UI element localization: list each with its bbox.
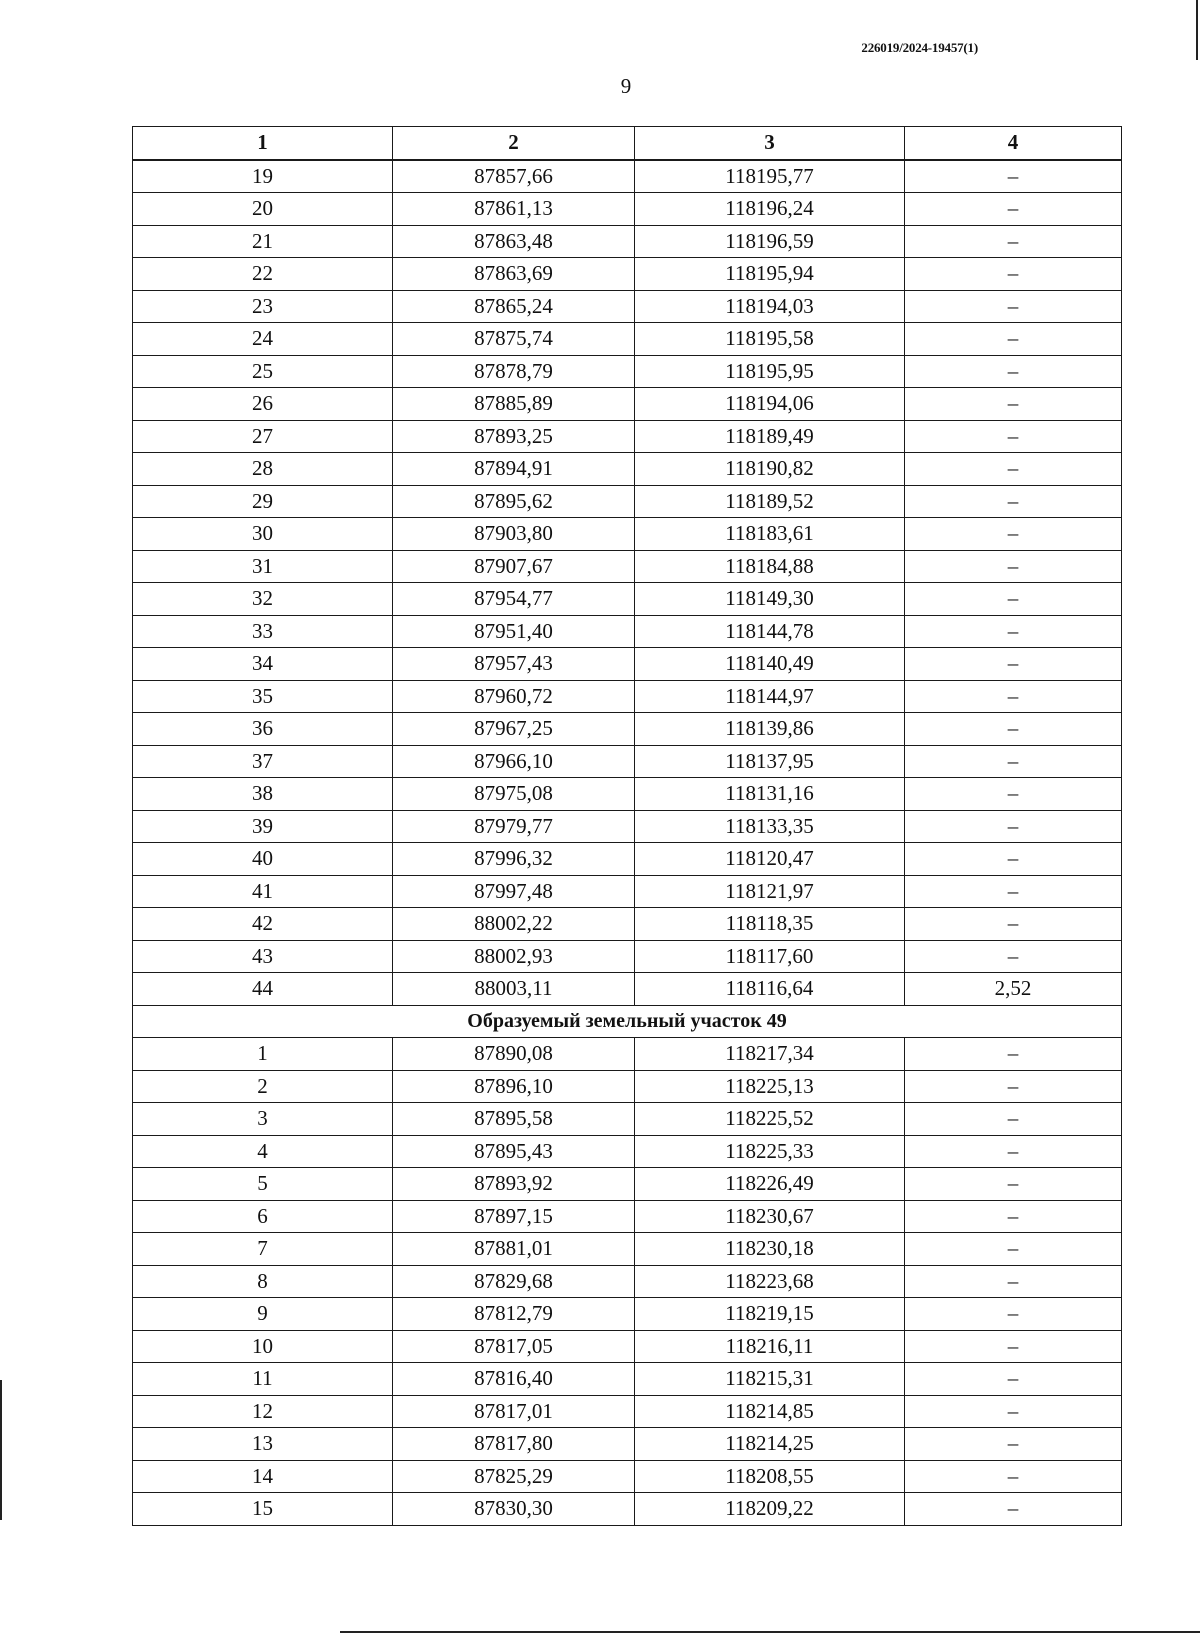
table-cell: 87817,80	[393, 1428, 635, 1461]
table-cell: 88002,22	[393, 908, 635, 941]
table-row	[133, 648, 1122, 681]
table-row	[133, 193, 1122, 226]
table-cell: 118225,13	[635, 1070, 905, 1103]
table-cell: 118230,18	[635, 1233, 905, 1266]
table-cell: 87996,32	[393, 843, 635, 876]
section-title: Образуемый земельный участок 49	[133, 1005, 1122, 1038]
table-cell: 118144,78	[635, 615, 905, 648]
table-row	[133, 1298, 1122, 1331]
table-cell: 19	[133, 160, 393, 193]
table-cell: 21	[133, 225, 393, 258]
table-cell: 4	[133, 1135, 393, 1168]
table-cell: 26	[133, 388, 393, 421]
table-cell: 118194,03	[635, 290, 905, 323]
table-row	[133, 1233, 1122, 1266]
table-cell: 87825,29	[393, 1460, 635, 1493]
table-cell: 12	[133, 1395, 393, 1428]
table-cell: 87966,10	[393, 745, 635, 778]
table-row	[133, 1103, 1122, 1136]
table-cell: 34	[133, 648, 393, 681]
table-cell: –	[905, 1330, 1122, 1363]
table-cell: –	[905, 1395, 1122, 1428]
table-cell: –	[905, 810, 1122, 843]
column-header: 1	[133, 127, 393, 160]
scan-edge-mark	[1196, 0, 1198, 60]
table-cell: –	[905, 225, 1122, 258]
table-cell: 118214,25	[635, 1428, 905, 1461]
table-cell: –	[905, 323, 1122, 356]
table-cell: 31	[133, 550, 393, 583]
table-cell: 118190,82	[635, 453, 905, 486]
table-cell: 42	[133, 908, 393, 941]
table-cell: 44	[133, 973, 393, 1006]
table-cell: –	[905, 1168, 1122, 1201]
table-cell: 118208,55	[635, 1460, 905, 1493]
table-cell: 87997,48	[393, 875, 635, 908]
table-row	[133, 680, 1122, 713]
table-row	[133, 713, 1122, 746]
scan-edge-mark	[340, 1631, 1200, 1633]
table-cell: –	[905, 778, 1122, 811]
header-row	[133, 127, 1122, 160]
table-cell: 40	[133, 843, 393, 876]
table-cell: 41	[133, 875, 393, 908]
table-cell: –	[905, 485, 1122, 518]
table-row	[133, 355, 1122, 388]
table-row	[133, 420, 1122, 453]
table-cell: 87975,08	[393, 778, 635, 811]
table-row	[133, 160, 1122, 193]
table-cell: 118219,15	[635, 1298, 905, 1331]
table-cell: 87967,25	[393, 713, 635, 746]
table-cell: 118225,52	[635, 1103, 905, 1136]
table-cell: 118117,60	[635, 940, 905, 973]
table-cell: –	[905, 875, 1122, 908]
table-row	[133, 810, 1122, 843]
table-cell: 118149,30	[635, 583, 905, 616]
doc-id: 226019/2024-19457(1)	[861, 40, 978, 55]
table-cell: 24	[133, 323, 393, 356]
table-cell: 87954,77	[393, 583, 635, 616]
table-row	[133, 940, 1122, 973]
table-cell: 118184,88	[635, 550, 905, 583]
table-cell: 118144,97	[635, 680, 905, 713]
table-cell: 87863,48	[393, 225, 635, 258]
table-cell: 118196,24	[635, 193, 905, 226]
table-cell: 118137,95	[635, 745, 905, 778]
table-cell: 28	[133, 453, 393, 486]
table-cell: –	[905, 193, 1122, 226]
table-cell: 118121,97	[635, 875, 905, 908]
table-row	[133, 258, 1122, 291]
table-cell: –	[905, 518, 1122, 551]
table-cell: 87893,25	[393, 420, 635, 453]
table-cell: 118140,49	[635, 648, 905, 681]
table-cell: 9	[133, 1298, 393, 1331]
table-row	[133, 583, 1122, 616]
table-cell: 87830,30	[393, 1493, 635, 1526]
table-row	[133, 778, 1122, 811]
table-cell: –	[905, 713, 1122, 746]
table-cell: –	[905, 908, 1122, 941]
table-cell: 87897,15	[393, 1200, 635, 1233]
table-cell: 1	[133, 1038, 393, 1071]
table-row	[133, 1395, 1122, 1428]
table-cell: 87817,05	[393, 1330, 635, 1363]
table-cell: –	[905, 550, 1122, 583]
table-cell: 87865,24	[393, 290, 635, 323]
table-cell: 118216,11	[635, 1330, 905, 1363]
table-cell: 3	[133, 1103, 393, 1136]
table-cell: 118195,95	[635, 355, 905, 388]
table-cell: 87893,92	[393, 1168, 635, 1201]
table-cell: 37	[133, 745, 393, 778]
table-cell: 7	[133, 1233, 393, 1266]
table-cell: –	[905, 1428, 1122, 1461]
table-cell: 87863,69	[393, 258, 635, 291]
section-row	[133, 1005, 1122, 1038]
table-cell: 118189,49	[635, 420, 905, 453]
table-cell: –	[905, 1265, 1122, 1298]
table-cell: 87829,68	[393, 1265, 635, 1298]
table-cell: –	[905, 1103, 1122, 1136]
table-cell: 87812,79	[393, 1298, 635, 1331]
table-cell: 87878,79	[393, 355, 635, 388]
table-row	[133, 388, 1122, 421]
table-cell: 87890,08	[393, 1038, 635, 1071]
table-cell: 118189,52	[635, 485, 905, 518]
table-cell: –	[905, 615, 1122, 648]
table-cell: 87817,01	[393, 1395, 635, 1428]
table-cell: 23	[133, 290, 393, 323]
table-row	[133, 1135, 1122, 1168]
table-cell: –	[905, 1135, 1122, 1168]
table-cell: 8	[133, 1265, 393, 1298]
table-row	[133, 908, 1122, 941]
table-cell: 25	[133, 355, 393, 388]
table-cell: 2	[133, 1070, 393, 1103]
table-cell: –	[905, 745, 1122, 778]
table-row	[133, 1493, 1122, 1526]
table-cell: 118230,67	[635, 1200, 905, 1233]
table-cell: 118209,22	[635, 1493, 905, 1526]
table-row	[133, 973, 1122, 1006]
column-header: 4	[905, 127, 1122, 160]
table-row	[133, 323, 1122, 356]
table-cell: –	[905, 583, 1122, 616]
table-cell: 118116,64	[635, 973, 905, 1006]
table-row	[133, 290, 1122, 323]
table-cell: –	[905, 258, 1122, 291]
table-row	[133, 550, 1122, 583]
table-row	[133, 1363, 1122, 1396]
table-row	[133, 1265, 1122, 1298]
table-cell: 87951,40	[393, 615, 635, 648]
table-cell: 118223,68	[635, 1265, 905, 1298]
table-cell: 118195,58	[635, 323, 905, 356]
table-cell: 10	[133, 1330, 393, 1363]
table-cell: 87907,67	[393, 550, 635, 583]
table-cell: 87861,13	[393, 193, 635, 226]
table-cell: 29	[133, 485, 393, 518]
table-cell: 88002,93	[393, 940, 635, 973]
table-cell: 87895,43	[393, 1135, 635, 1168]
table-row	[133, 1038, 1122, 1071]
table-cell: 87960,72	[393, 680, 635, 713]
table-body	[133, 160, 1122, 1526]
table-cell: –	[905, 1298, 1122, 1331]
table-cell: 87979,77	[393, 810, 635, 843]
table-cell: –	[905, 1038, 1122, 1071]
table-cell: 15	[133, 1493, 393, 1526]
table-cell: 87875,74	[393, 323, 635, 356]
table-cell: 88003,11	[393, 973, 635, 1006]
table-cell: 35	[133, 680, 393, 713]
table-cell: 38	[133, 778, 393, 811]
table-cell: –	[905, 1493, 1122, 1526]
table-row	[133, 518, 1122, 551]
table-cell: 87816,40	[393, 1363, 635, 1396]
table-cell: –	[905, 940, 1122, 973]
table-cell: 5	[133, 1168, 393, 1201]
table-cell: 87957,43	[393, 648, 635, 681]
table-row	[133, 1070, 1122, 1103]
table-cell: –	[905, 388, 1122, 421]
table-cell: 14	[133, 1460, 393, 1493]
table-cell: –	[905, 1200, 1122, 1233]
table-cell: 87894,91	[393, 453, 635, 486]
table-cell: 13	[133, 1428, 393, 1461]
table-cell: –	[905, 680, 1122, 713]
table-cell: 20	[133, 193, 393, 226]
table-cell: 33	[133, 615, 393, 648]
table-cell: 39	[133, 810, 393, 843]
table-row	[133, 453, 1122, 486]
table-cell: 118195,94	[635, 258, 905, 291]
table-cell: 43	[133, 940, 393, 973]
table-cell: –	[905, 160, 1122, 193]
table-row	[133, 1200, 1122, 1233]
table-cell: 22	[133, 258, 393, 291]
table-cell: 11	[133, 1363, 393, 1396]
table-row	[133, 485, 1122, 518]
table-cell: 118196,59	[635, 225, 905, 258]
table-cell: 2,52	[905, 973, 1122, 1006]
table-cell: 118194,06	[635, 388, 905, 421]
table-cell: 87881,01	[393, 1233, 635, 1266]
table-cell: 87885,89	[393, 388, 635, 421]
table-cell: 87895,62	[393, 485, 635, 518]
table-row	[133, 745, 1122, 778]
table-row	[133, 1330, 1122, 1363]
table-cell: –	[905, 1460, 1122, 1493]
table-cell: 6	[133, 1200, 393, 1233]
table-header	[133, 127, 1122, 160]
coordinates-table	[132, 126, 1122, 1526]
column-header: 3	[635, 127, 905, 160]
table-cell: 118195,77	[635, 160, 905, 193]
table-cell: 30	[133, 518, 393, 551]
table-cell: 87903,80	[393, 518, 635, 551]
table-cell: 118183,61	[635, 518, 905, 551]
table-cell: –	[905, 453, 1122, 486]
table-cell: 118215,31	[635, 1363, 905, 1396]
table-cell: 27	[133, 420, 393, 453]
table-row	[133, 1168, 1122, 1201]
table-cell: –	[905, 290, 1122, 323]
table-cell: –	[905, 355, 1122, 388]
column-header: 2	[393, 127, 635, 160]
table-cell: 32	[133, 583, 393, 616]
coordinates-table-container	[132, 126, 1121, 1526]
table-cell: 118133,35	[635, 810, 905, 843]
table-cell: 118131,16	[635, 778, 905, 811]
table-row	[133, 843, 1122, 876]
table-cell: 118217,34	[635, 1038, 905, 1071]
table-row	[133, 615, 1122, 648]
table-cell: 118214,85	[635, 1395, 905, 1428]
table-cell: 87896,10	[393, 1070, 635, 1103]
table-row	[133, 875, 1122, 908]
table-cell: –	[905, 1070, 1122, 1103]
table-cell: 118118,35	[635, 908, 905, 941]
table-row	[133, 225, 1122, 258]
scan-edge-mark	[0, 1380, 2, 1520]
table-cell: –	[905, 1363, 1122, 1396]
table-cell: –	[905, 420, 1122, 453]
table-cell: 118139,86	[635, 713, 905, 746]
table-cell: 118120,47	[635, 843, 905, 876]
page-number: 9	[620, 74, 632, 98]
table-cell: –	[905, 648, 1122, 681]
table-cell: –	[905, 843, 1122, 876]
table-row	[133, 1460, 1122, 1493]
table-cell: 87857,66	[393, 160, 635, 193]
table-cell: 118226,49	[635, 1168, 905, 1201]
table-cell: 87895,58	[393, 1103, 635, 1136]
table-cell: –	[905, 1233, 1122, 1266]
table-cell: 118225,33	[635, 1135, 905, 1168]
table-cell: 36	[133, 713, 393, 746]
table-row	[133, 1428, 1122, 1461]
